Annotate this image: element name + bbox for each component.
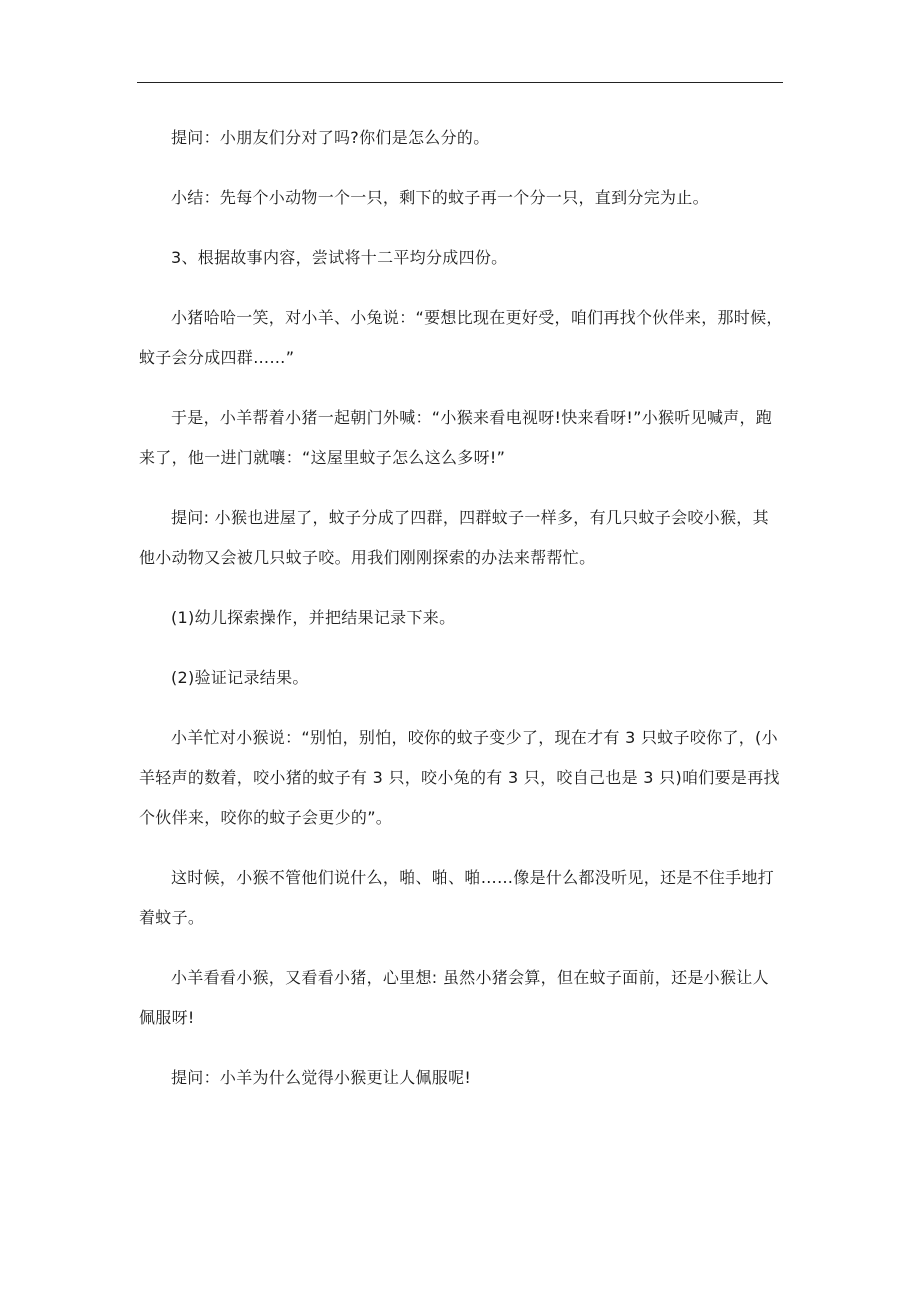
story-paragraph: 小羊忙对小猴说：“别怕，别怕，咬你的蚊子变少了，现在才有 3 只蚊子咬你了，(小羊轻声的数着，咬小猪的蚊子有 3 只，咬小兔的有 3 只，咬自己也是 3 只)咱们要是再找个伙伴来，咬你的蚊子会更少的”。 (139, 728, 780, 827)
story-paragraph: 于是，小羊帮着小猪一起朝门外喊：“小猴来看电视呀!快来看呀!”小猴听见喊声，跑来了，他一进门就嚷：“这屋里蚊子怎么这么多呀!” (139, 408, 773, 467)
question-paragraph: 提问：小羊为什么觉得小猴更让人佩服呢! (171, 1068, 472, 1087)
story-paragraph: 小羊看看小猴，又看看小猪，心里想: 虽然小猪会算，但在蚊子面前，还是小猴让人佩服呀! (139, 968, 769, 1027)
activity-paragraph: (2)验证记录结果。 (171, 668, 309, 687)
step-heading-paragraph: 3、根据故事内容，尝试将十二平均分成四份。 (171, 248, 508, 267)
question-paragraph: 提问：小朋友们分对了吗?你们是怎么分的。 (171, 128, 490, 147)
story-paragraph: 这时候，小猴不管他们说什么，啪、啪、啪……像是什么都没听见，还是不住手地打着蚊子。 (139, 868, 775, 927)
document-body (139, 118, 783, 1118)
story-paragraph: 小猪哈哈一笑，对小羊、小兔说：“要想比现在更好受，咱们再找个伙伴来，那时候，蚊子会分成四群……” (139, 308, 783, 367)
question-paragraph: 提问: 小猴也进屋了，蚊子分成了四群，四群蚊子一样多，有几只蚊子会咬小猴，其他小动物又会被几只蚊子咬。用我们刚刚探索的办法来帮帮忙。 (139, 508, 769, 567)
summary-paragraph: 小结：先每个小动物一个一只，剩下的蚊子再一个分一只，直到分完为止。 (171, 188, 709, 207)
header-rule (137, 82, 783, 83)
activity-paragraph: (1)幼儿探索操作，并把结果记录下来。 (171, 608, 456, 627)
